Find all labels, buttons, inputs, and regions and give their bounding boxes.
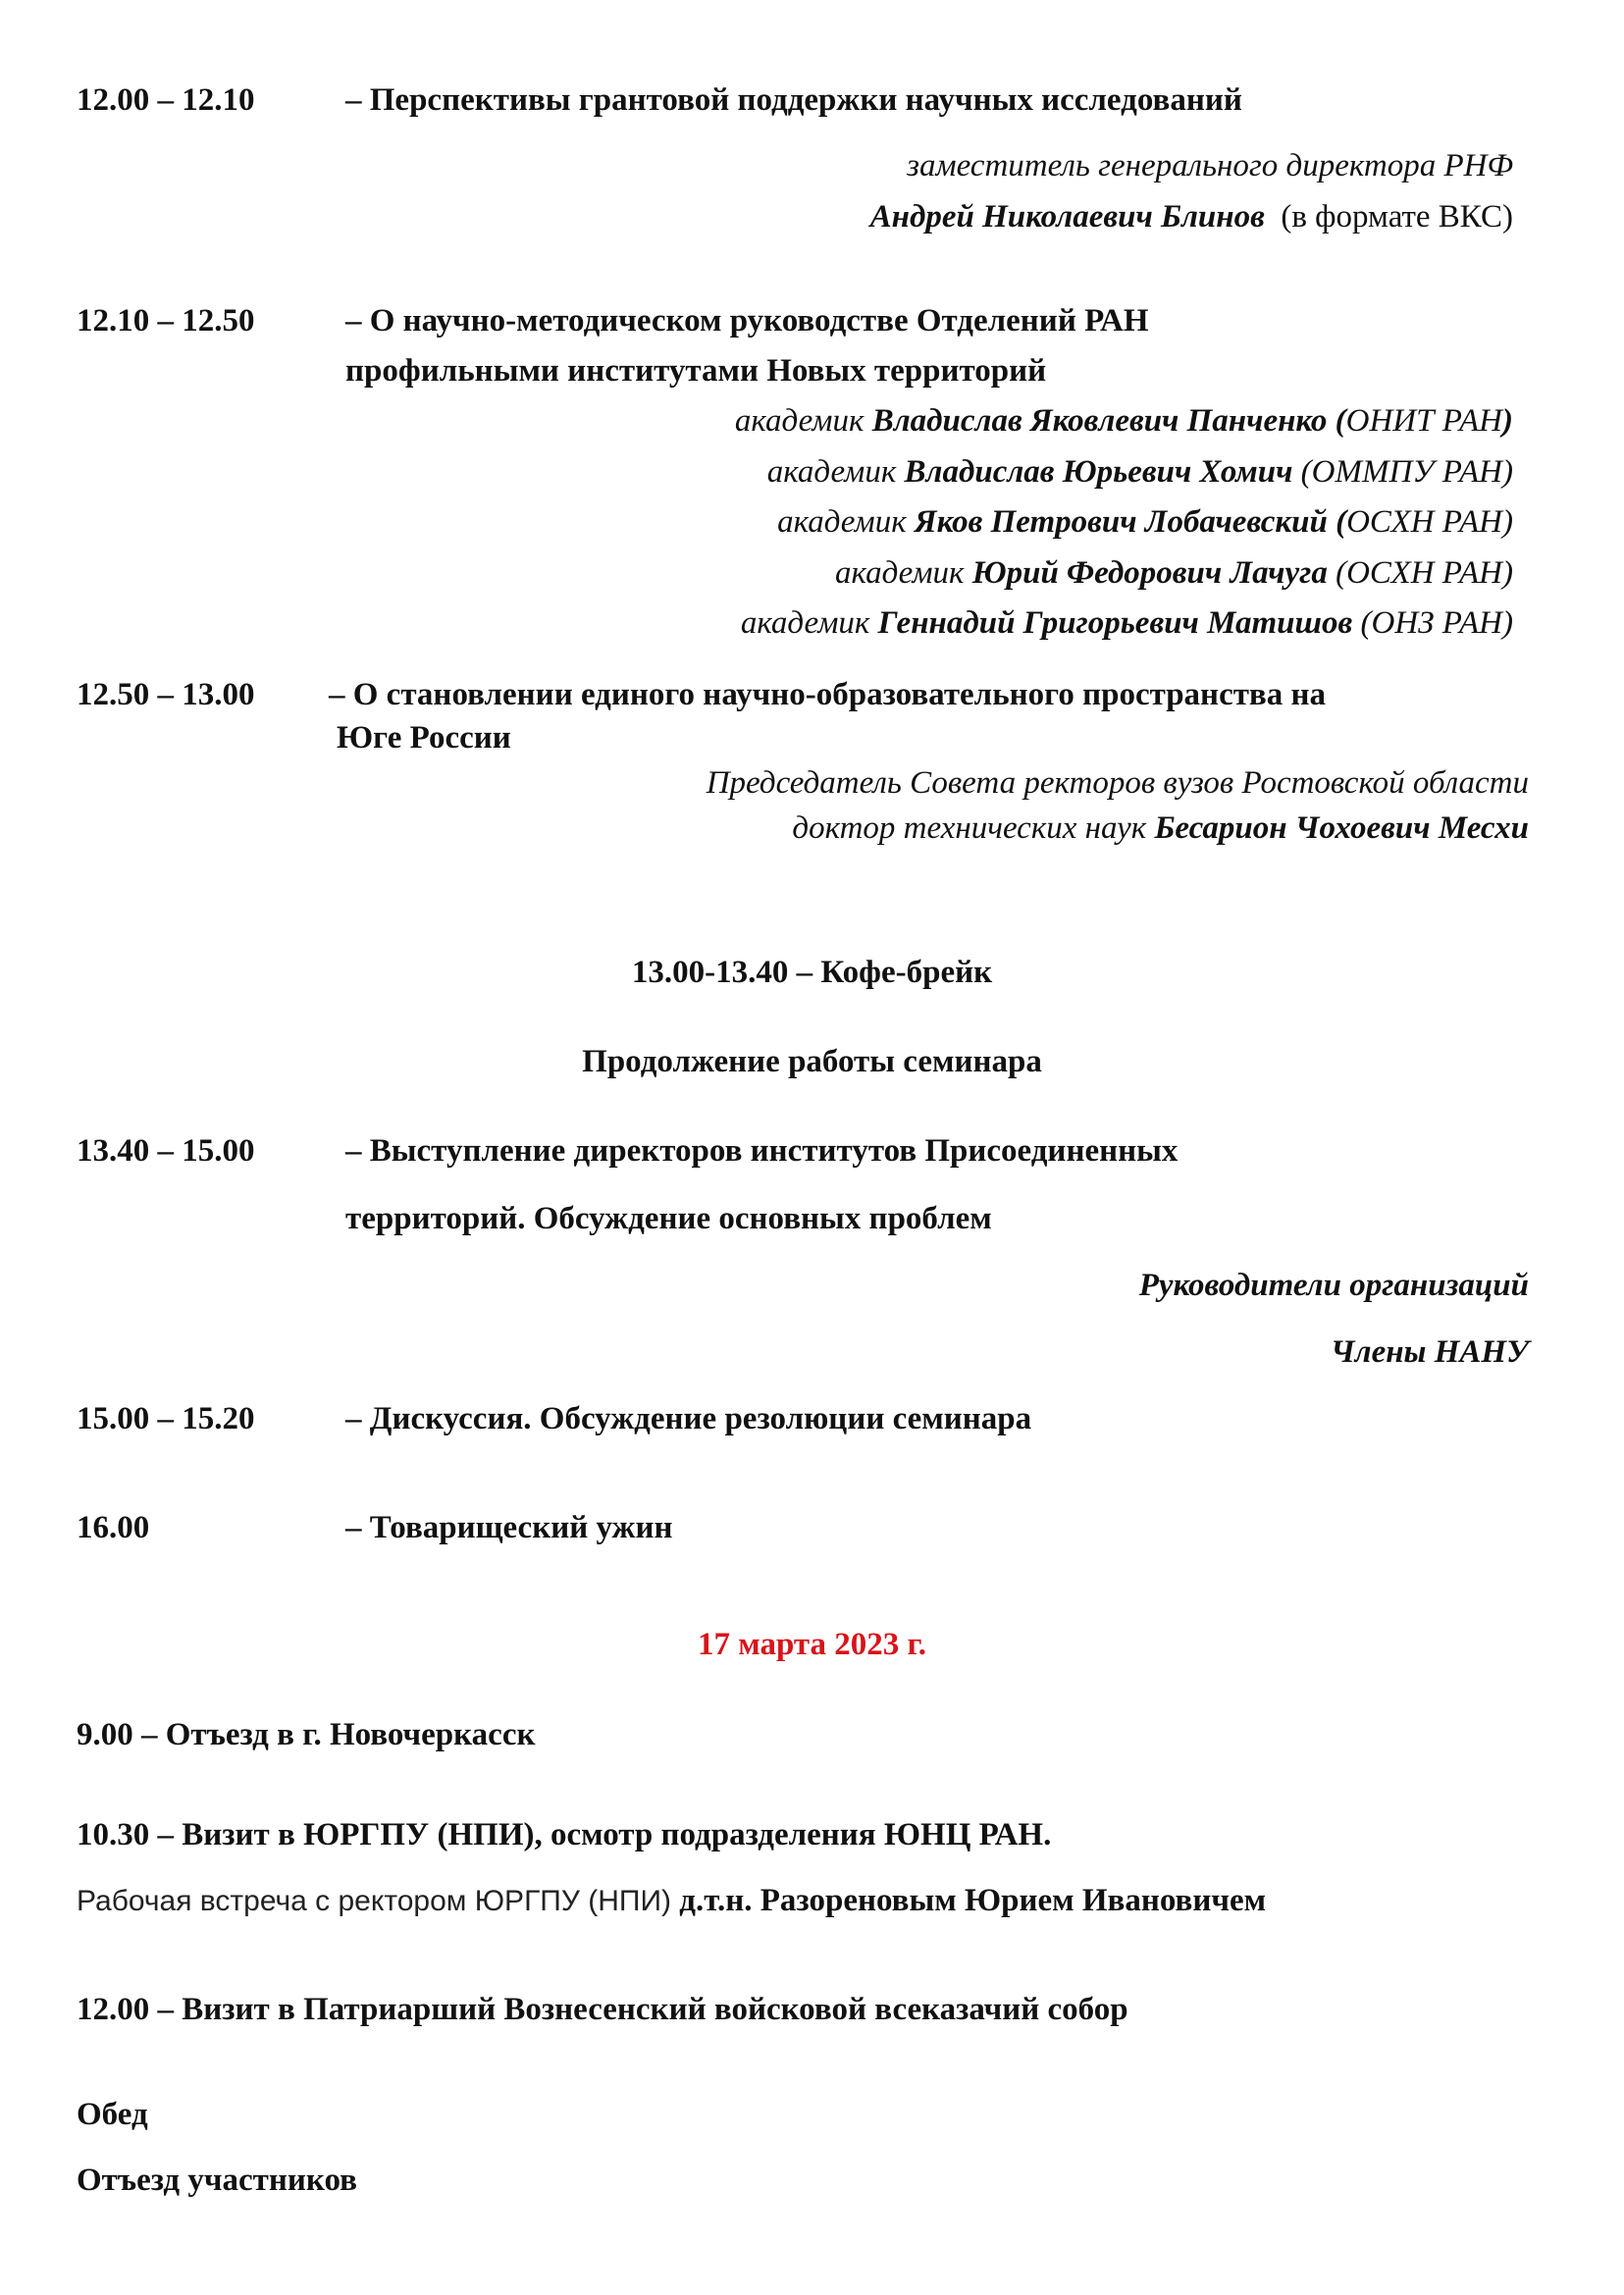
speaker-paren-close: ) [1502,504,1513,540]
item2-speaker [835,553,1513,593]
speaker-paren-close: ) [1502,605,1513,641]
coffee-break: 13.00-13.40 – Кофе-брейк [631,955,993,990]
meeting-degree: д.т.н. [679,1883,753,1918]
speaker-paren-open: ( [1300,454,1312,490]
speaker-dept: ОНИТ РАН [1345,403,1502,439]
item6-title: – Товарищеский ужин [345,1510,673,1545]
item4-title-line2: территорий. Обсуждение основных проблем [345,1201,992,1236]
item4-speakers-line1: Руководители организаций [1138,1268,1529,1303]
speaker-dept: ОММПУ РАН [1311,454,1502,490]
speaker-prefix: академик [834,555,965,591]
day2-visit2: 12.00 – Визит в Патриарший Вознесенский войсковой всеказачий собор [77,1992,1128,2027]
item4-title-line1: – Выступление директоров институтов Присоединенных [345,1133,1179,1169]
speaker-prefix: академик [740,605,870,641]
item1-title: – Перспективы грантовой поддержки научных исследований [345,82,1242,118]
speaker-name: Владислав Юрьевич Хомич [904,454,1293,490]
item3-speaker-degree: доктор технических наук [792,810,1147,846]
item3-speaker-name: Бесарион Чохоевич Месхи [1154,810,1529,846]
item2-speaker [767,452,1513,492]
item3-title-line2: Юге России [337,720,511,756]
speaker-paren-close: ) [1502,555,1513,591]
item3-time: 12.50 – 13.00 [77,677,255,712]
day2-date: 17 марта 2023 г. [697,1627,927,1662]
speaker-paren-open: ( [1335,403,1346,439]
speaker-name: Владислав Яковлевич Панченко [871,403,1328,439]
speaker-name: Яков Петрович Лобачевский [914,504,1328,540]
meeting-name: Разореновым Юрием Ивановичем [760,1883,1267,1918]
speaker-paren-close: ) [1502,454,1513,490]
item2-speaker [777,502,1513,542]
speaker-paren-open: ( [1336,504,1347,540]
item2-title-line1: – О научно-методическом руководстве Отделений РАН [345,303,1149,339]
speaker-paren-open: ( [1360,605,1372,641]
speaker-paren-open: ( [1336,555,1347,591]
speaker-prefix: академик [777,504,907,540]
item6-time: 16.00 [77,1510,150,1545]
item4-time: 13.40 – 15.00 [77,1133,255,1169]
day2-meeting [77,1881,1266,1921]
item3-title-line1: – О становлении единого научно-образовательного пространства на [329,677,1327,712]
item2-speaker [735,401,1513,441]
seminar-continuation: Продолжение работы семинара [582,1044,1042,1079]
speaker-name: Геннадий Григорьевич Матишов [877,605,1353,641]
item1-speaker [870,197,1513,236]
item1-speaker-role: заместитель генерального директора РНФ [907,148,1513,183]
item1-speaker-name: Андрей Николаевич Блинов [869,199,1265,235]
speaker-dept: ОСХН РАН [1346,504,1502,540]
item3-speaker-role: Председатель Совета ректоров вузов Ростовской области [706,765,1529,801]
item2-title-line2: профильными институтами Новых территорий [345,353,1047,389]
item2-time: 12.10 – 12.50 [77,303,255,339]
item1-time: 12.00 – 12.10 [77,82,255,118]
meeting-prefix: Рабочая встреча с ректором ЮРГПУ (НПИ) [77,1885,672,1917]
item5-time: 15.00 – 15.20 [77,1401,255,1436]
item5-title: – Дискуссия. Обсуждение резолюции семинара [345,1401,1032,1436]
day2-lunch: Обед [77,2097,148,2132]
item1-speaker-note: (в формате ВКС) [1281,199,1513,235]
day2-departure-final: Отъезд участников [77,2163,357,2198]
speaker-prefix: академик [766,454,897,490]
item2-speaker [741,603,1513,643]
speaker-paren-close: ) [1502,403,1513,439]
speaker-name: Юрий Федорович Лачуга [971,555,1328,591]
item4-speakers-line2: Члены НАНУ [1330,1334,1529,1370]
speaker-dept: ОСХН РАН [1346,555,1502,591]
item3-speaker [792,808,1529,848]
speaker-prefix: академик [734,403,864,439]
day2-visit1: 10.30 – Визит в ЮРГПУ (НПИ), осмотр подразделения ЮНЦ РАН. [77,1817,1052,1852]
day2-departure: 9.00 – Отъезд в г. Новочеркасск [77,1717,536,1752]
speaker-dept: ОНЗ РАН [1371,605,1502,641]
